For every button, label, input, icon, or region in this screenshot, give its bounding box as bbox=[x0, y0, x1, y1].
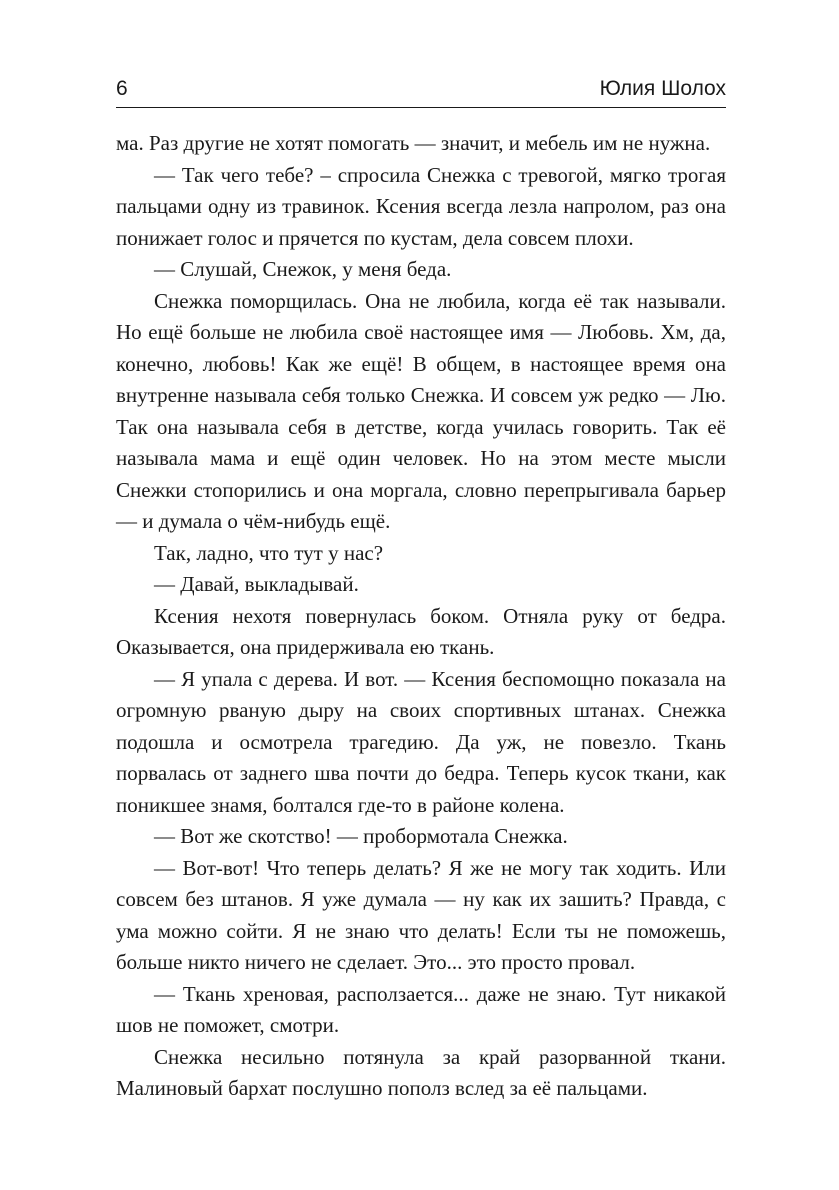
author-name: Юлия Шолох bbox=[599, 77, 726, 100]
paragraph: Так, ладно, что тут у нас? bbox=[154, 540, 384, 565]
paragraph: Снежка поморщилась. Она не любила, когда её так называли. Но ещё больше не любила своё настоящее имя — Любовь. Хм, да, конечно, любовь! Как же ещё! В общем, в настоящее время она внутренне называла себя только Снежка. И совсем уж редко — Лю. Так она называла себя в детстве, когда училась говорить. Так её называла мама и ещё один человек. Но на этом месте мысли Снежки стопорились и она моргала, словно перепрыгивала барьер — и думала о чём-нибудь ещё. bbox=[116, 288, 726, 533]
page-number: 6 bbox=[116, 77, 128, 100]
header-divider bbox=[116, 107, 726, 108]
paragraph: Ксения нехотя повернулась боком. Отняла руку от бедра. Оказывается, она придерживала ею ткань. bbox=[116, 603, 726, 659]
paragraph: Снежка несильно потянула за край разорванной ткани. Малиновый бархат послушно пополз вслед за её пальцами. bbox=[116, 1044, 726, 1100]
paragraph: — Вот же скотство! — пробормотала Снежка. bbox=[154, 824, 568, 848]
paragraph: — Давай, выкладывай. bbox=[154, 572, 359, 596]
paragraph: — Слушай, Снежок, у меня беда. bbox=[154, 257, 452, 281]
paragraph: — Я упала с дерева. И вот. — Ксения беспомощно показала на огромную рваную дыру на своих спортивных штанах. Снежка подошла и осмотрела трагедию. Да уж, не повезло. Ткань порвалась от заднего шва почти до бедра. Теперь кусок ткани, как поникшее знамя, болтался где-то в районе колена. bbox=[116, 666, 726, 817]
paragraph: — Вот-вот! Что теперь делать? Я же не могу так ходить. Или совсем без штанов. Я уже думала — ну как их зашить? Правда, с ума можно сойти. Я не знаю что делать! Если ты не поможешь, больше никто ничего не сделает. Это... это просто провал. bbox=[116, 855, 726, 974]
book-text bbox=[116, 128, 726, 1105]
paragraph-continuation: ма. Раз другие не хотят помогать — значит, и мебель им не нужна. bbox=[116, 131, 711, 155]
running-head bbox=[116, 76, 726, 102]
paragraph: — Так чего тебе? – спросила Снежка с тревогой, мягко трогая пальцами одну из травинок. Ксения всегда лезла напролом, раз она понижает голос и прячется по кустам, дела совсем плохи. bbox=[116, 162, 726, 250]
paragraph: — Ткань хреновая, расползается... даже не знаю. Тут никакой шов не поможет, смотри. bbox=[116, 981, 726, 1037]
